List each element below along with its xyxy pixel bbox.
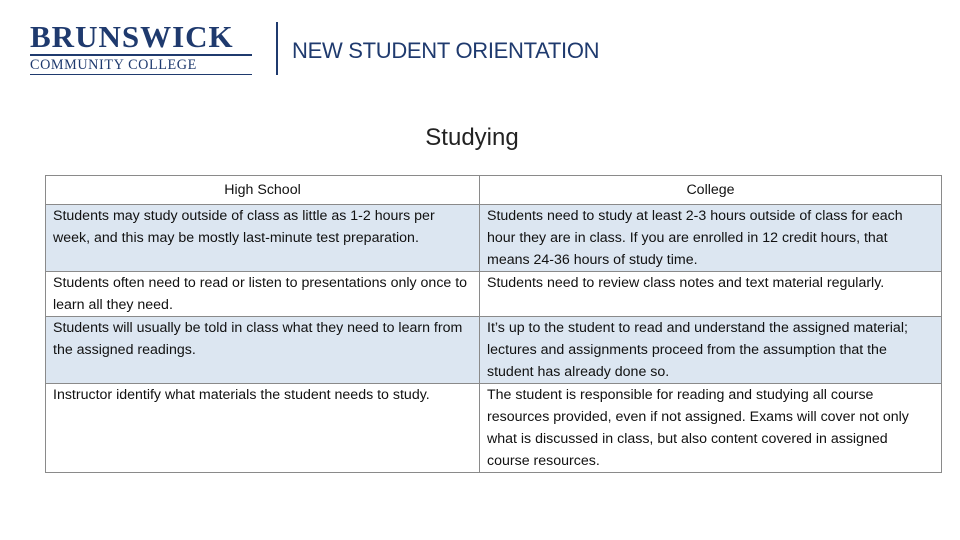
logo-wordmark: BRUNSWICK bbox=[30, 19, 234, 54]
logo-rule-bottom bbox=[30, 74, 252, 75]
header-divider bbox=[276, 22, 278, 75]
table-row bbox=[46, 205, 942, 272]
table-row bbox=[46, 272, 942, 317]
college-cell: The student is responsible for reading and studying all course resources provided, even if not assigned. Exams will cover not only what is discussed in class, but also content covered in assigned course resources. bbox=[480, 384, 942, 473]
column-header-high-school: High School bbox=[46, 176, 480, 205]
header-title: NEW STUDENT ORIENTATION bbox=[292, 38, 600, 63]
comparison-table bbox=[45, 175, 942, 473]
logo-rule bbox=[30, 54, 252, 56]
college-cell: Students need to study at least 2-3 hours outside of class for each hour they are in class. If you are enrolled in 12 credit hours, that means 24-36 hours of study time. bbox=[480, 205, 942, 272]
slide-title: Studying bbox=[425, 124, 519, 151]
table-header-row bbox=[46, 176, 942, 205]
column-header-college: College bbox=[480, 176, 942, 205]
table-row bbox=[46, 317, 942, 384]
table-row bbox=[46, 384, 942, 473]
high-school-cell: Students will usually be told in class what they need to learn from the assigned readings. bbox=[46, 317, 480, 384]
college-logo bbox=[30, 19, 252, 75]
logo-subtitle: COMMUNITY COLLEGE bbox=[30, 57, 197, 73]
high-school-cell: Students often need to read or listen to presentations only once to learn all they need. bbox=[46, 272, 480, 317]
high-school-cell: Instructor identify what materials the student needs to study. bbox=[46, 384, 480, 473]
high-school-cell: Students may study outside of class as little as 1-2 hours per week, and this may be mostly last-minute test preparation. bbox=[46, 205, 480, 272]
college-cell: Students need to review class notes and text material regularly. bbox=[480, 272, 942, 317]
college-cell: It’s up to the student to read and understand the assigned material; lectures and assignments proceed from the assumption that the student has already done so. bbox=[480, 317, 942, 384]
